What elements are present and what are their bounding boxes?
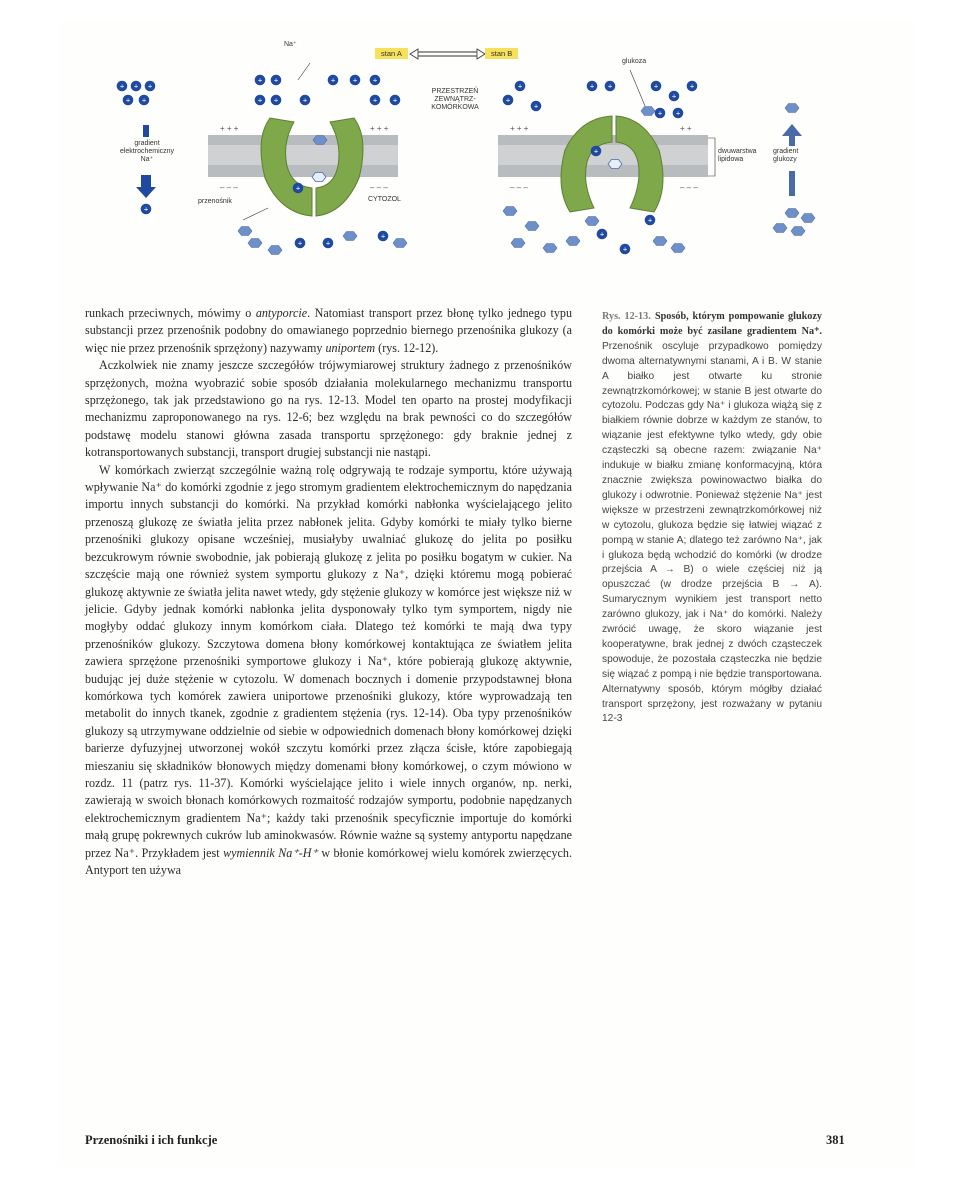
svg-text:+ + +: + + + [510, 124, 529, 133]
figure-12-13 [77, 33, 820, 303]
caption-number: Rys. 12-13. [602, 311, 651, 322]
label-state-a: stan A [375, 48, 408, 59]
transporter-state-b [561, 116, 663, 212]
label-state-b: stan B [485, 48, 518, 59]
paragraph-3: W komórkach zwierząt szczególnie ważną rolę odgrywają te rodzaje symportu, które używają wpływanie Na⁺ do komórki zgodnie z jego stromym gradientem elektrochemicznym do napędzania importu innych substancji do komórki. Na przykład komórki nabłonka wyścielającego jelito przenoszą glukozę ze światła jelita przez nabłonek jelita. Gdyby komórki te miały tylko bierne przenośniki glukozy opisane wcześniej, musiałyby uwalniać glukozę do jelita po posiłku bezcukrowym równie swobodnie, jak pobierają glukozę z jelita po posiłku bogatym w cukier. Na szczęście mają one również system symportu glukozy z Na⁺, dzięki któremu mogą pobierać glukozę aktywnie ze światła jelita nawet wtedy, gdy stężenie glukozy w komórce jest większe niż w jelicie. Gdyby jednak komórki nabłonka jelita dysponowały tylko tym symportem, nigdy nie mogłyby oddać glukozy innym komórkom ciała. Dlatego też komórki te mają dwa typy przenośników glukozy. Szczytowa domena błony komórkowej kontaktująca ze światłem jelita zawiera sprzężone przenośniki symportowe glukozy i Na⁺, które pobierają glukozę aktywnie, budując jej duże stężenie w cytozolu. W domenach bocznych i domenie przypodstawnej błona komórkowa tych komórek zawiera uniportowe przenośniki glukozy, które wyprowadzają ten metabolit do innych tkanek, zgodnie z gradientem stężenia (rys. 12-14). Oba typy przenośników glukozy są utrzymywane oddzielnie od siebie w odpowiednich domenach błony komórkowej dzięki barierze dyfuzyjnej utworzonej wokół szczytu komórki przez złącza ścisłe, które zapobiegają mieszaniu się składników błonowych między domenami błony komórkowej, o czym mówiono w rozdz. 11 (patrz rys. 11-37). Komórki wyścielające jelito i wiele innych organów, np. nerki, zawierają w swoich błonach komórkowych rozmaitość rodzajów symportu, podobnie napędzanych elektrochemicznym gradientem Na⁺; każdy taki przenośnik specyficznie importuje do komórki małą grupę pokrewnych cukrów lub aminokwasów. Równie ważne są systemy antyportu napędzane przez Na⁺. Przykładem jest wymiennik Na⁺-H⁺ w błonie komórkowej wielu komórek zwierzęcych. Antyport ten używa [85, 462, 572, 877]
caption-text: Przenośnik oscyluje przypadkowo pomiędzy dwoma alternatywnymi stanami, A i B. W stanie A białko jest otwarte ku stronie zewnątrzkomórkowej; w stanie B jest otwarte do cytozolu. Podczas gdy Na⁺ i glukoza wiążą się z białkiem równie dobrze w każdym ze stanów, to wiązanie jest efektywne tylko wtedy, gdy obie cząsteczki są obecne razem: związanie Na⁺ indukuje w białku zmianę konformacyjną, która znacznie zwiększa powinowactwo białka do glukozy i odwrotnie. Ponieważ stężenie Na⁺ jest większe w przestrzeni zewnątrzkomórkowej niż w cytozolu, glukoza będzie się łatwiej wiązać z pompą w stanie A; dlatego też zarówno Na⁺, jak i glukoza będą wchodzić do komórki (w drodze przejścia A → B) o wiele częściej niż ją opuszczać (w drodze przejścia B → A). Sumarycznym wynikiem jest transport netto zarówno glukozy, jak i Na⁺ do komórki. Należy zwrócić uwagę, że skoro wiązanie jest kooperatywne, brak jednej z dwóch cząsteczek spowoduje, że pozostała cząsteczka nie będzie się wiązać z pompą i nie będzie transportowana. Alternatywny sposób, którym mógłby działać transport sprzężony, jest rozważany w pytaniu 12-3 [602, 340, 822, 725]
paragraph-1: runkach przeciwnych, mówimy o antyporcie. Natomiast transport przez błonę tylko jednego typu substancji przez przenośnik podobny do omawianego poprzednio biernego przenośnika glukozy (a więc nie przez przenośnik sprzężony) nazywamy uniportem (rys. 12-12). [85, 306, 573, 355]
svg-text:– – –: – – – [680, 183, 698, 192]
svg-text:– – –: – – – [510, 183, 528, 192]
label-cytosol: CYTOZOL [368, 196, 401, 203]
label-gradient-right: gradient glukozy [773, 148, 799, 163]
label-transporter: przenośnik [198, 198, 232, 205]
figure-diagram: + + + + + + + – – – – – – + + + + + – – – – – – [80, 38, 820, 303]
svg-text:– – –: – – – [370, 183, 388, 192]
svg-text:– – –: – – – [220, 183, 238, 192]
running-footer-section: Przenośniki i ich funkcje [85, 1133, 218, 1147]
page-number: 381 [826, 1133, 845, 1147]
label-glucose: glukoza [622, 58, 647, 65]
label-na: Na⁺ [284, 41, 297, 48]
body-text [85, 305, 572, 879]
svg-text:+ +: + + [680, 124, 692, 133]
label-extracellular: PRZESTRZEŃ ZEWNĄTRZ- KOMÓRKOWA [431, 88, 479, 111]
svg-text:+ + +: + + + [370, 124, 389, 133]
svg-text:+ + +: + + + [220, 124, 239, 133]
label-gradient-left: gradient elektrochemiczny Na⁺ [119, 140, 175, 163]
caption-title: Sposób, którym pompowanie glukozy do komórki może być zasilane gradientem Na⁺. [602, 311, 822, 337]
figure-caption [602, 310, 822, 727]
paragraph-2: Aczkolwiek nie znamy jeszcze szczegółów trójwymiarowej struktury żadnego z przenośników sprzężonych, można wyobrazić sobie sposób działania molekularnego mechanizmu transportu sprzężonego, tak jak przedstawiono go na rys. 12-13. Model ten oparto na prostej modyfikacji mechanizmu zaproponowanego na rys. 12-6; bez względu na brak pewności co do szczegółów podstawę modelu stanowi główna zasada transportu sprzężonego: gdy braknie jednej z kotransportowanych substancji, transport drugiej substancji nie nastąpi. [85, 358, 572, 460]
label-bilayer: dwuwarstwa lipidowa [718, 148, 757, 163]
